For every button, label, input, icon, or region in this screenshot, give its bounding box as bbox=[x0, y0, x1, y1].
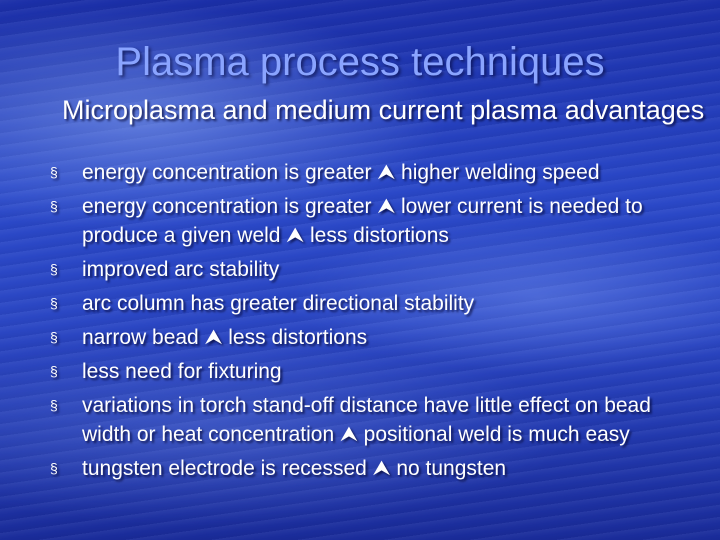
bullet-marker: § bbox=[50, 261, 58, 277]
bullet-marker: § bbox=[50, 397, 58, 413]
bullet-marker: § bbox=[50, 295, 58, 311]
bullet-marker: § bbox=[50, 329, 58, 345]
bullet-text: improved arc stability bbox=[82, 258, 280, 281]
bullet-item bbox=[0, 289, 720, 318]
bullet-item bbox=[0, 255, 720, 284]
bullet-text: variations in torch stand-off distance have little effect on bead width or heat concentration ⮝ positional weld is much easy bbox=[82, 394, 651, 446]
bullet-marker: § bbox=[50, 164, 58, 180]
bullet-text: energy concentration is greater ⮝ lower current is needed to produce a given weld ⮝ less distortions bbox=[82, 195, 643, 247]
bullet-item bbox=[0, 391, 720, 449]
bullet-text: arc column has greater directional stability bbox=[82, 292, 475, 315]
slide-title: Plasma process techniques bbox=[115, 40, 605, 84]
bullet-item bbox=[0, 357, 720, 386]
bullet-marker: § bbox=[50, 363, 58, 379]
bullet-marker: § bbox=[50, 460, 58, 476]
bullet-item bbox=[0, 323, 720, 352]
bullet-list bbox=[0, 158, 720, 488]
bullet-text: tungsten electrode is recessed ⮝ no tungsten bbox=[82, 457, 507, 480]
bullet-item bbox=[0, 158, 720, 187]
bullet-item bbox=[0, 192, 720, 250]
slide-subtitle: Microplasma and medium current plasma advantages bbox=[62, 95, 705, 125]
bullet-marker: § bbox=[50, 198, 58, 214]
bullet-item bbox=[0, 454, 720, 483]
bullet-text: less need for fixturing bbox=[82, 360, 282, 383]
bullet-text: narrow bead ⮝ less distortions bbox=[82, 326, 368, 349]
bullet-text: energy concentration is greater ⮝ higher welding speed bbox=[82, 161, 600, 184]
